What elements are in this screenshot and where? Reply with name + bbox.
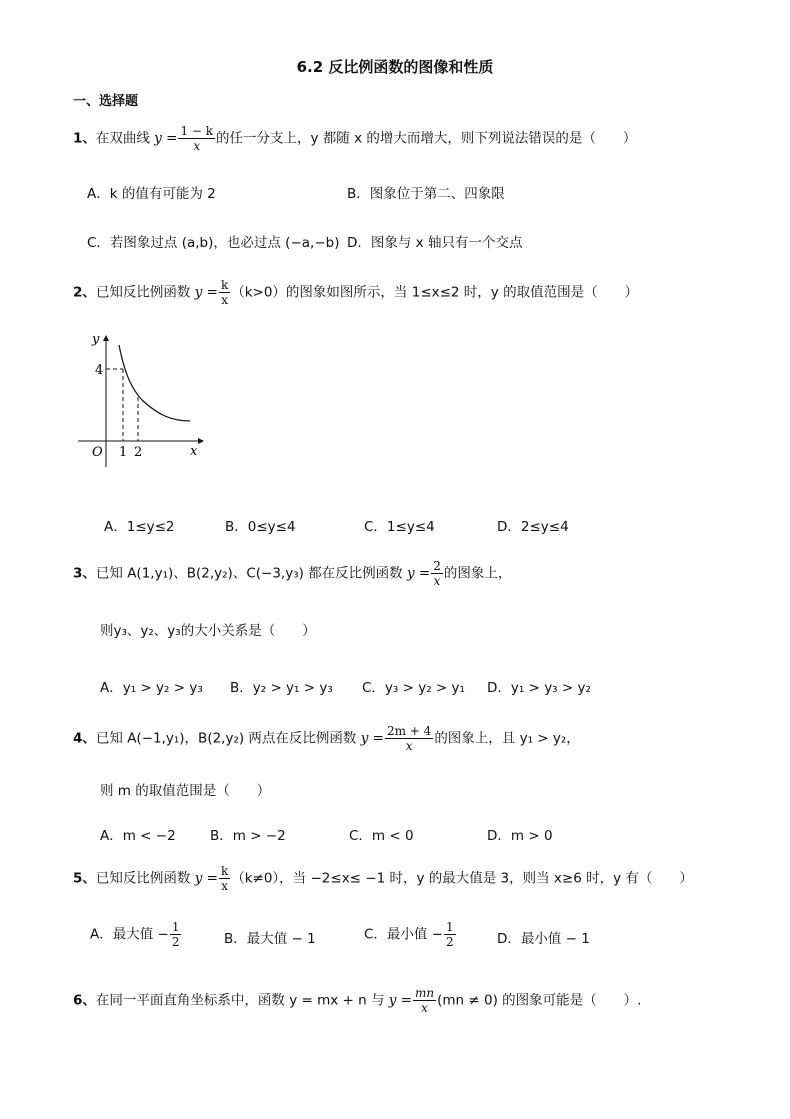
option-b[interactable]: B．0≤y≤4 (225, 519, 296, 535)
question-4 (73, 724, 580, 753)
x-tick-label-2: 2 (134, 445, 143, 460)
fraction-denominator: x (433, 574, 441, 588)
option-a[interactable]: A．1≤y≤2 (104, 519, 175, 535)
fraction (219, 864, 230, 893)
question-text: 已知反比例函数 (95, 870, 191, 887)
option-d[interactable]: D．m > 0 (487, 828, 553, 844)
question-text: 在双曲线 (95, 130, 150, 147)
fraction-denominator: x (405, 739, 413, 753)
question-text: （k≠0），当 −2≤x≤ −1 时，y 的最大值是 3，则当 x≥6 时，y 有（ ） (231, 870, 693, 887)
question-4-line-2: 则 m 的取值范围是（ ） (100, 783, 271, 799)
origin-label: O (92, 445, 103, 460)
fraction-numerator: 2 (433, 559, 441, 573)
option-b[interactable]: B．最大值 − 1 (224, 931, 316, 947)
fraction-denominator: x (221, 879, 228, 893)
fraction-denominator: x (193, 139, 201, 153)
question-5 (73, 864, 693, 893)
fraction-numerator: 1 (446, 920, 454, 934)
fraction-denominator: 2 (446, 935, 454, 949)
fraction-numerator: 2m + 4 (386, 724, 432, 738)
option-b[interactable]: B．m > −2 (210, 828, 286, 844)
option-d[interactable]: D．y₁ > y₃ > y₂ (487, 680, 591, 696)
fraction (431, 559, 443, 588)
question-text: 已知 A(−1,y₁)，B(2,y₂) 两点在反比例函数 (95, 730, 357, 747)
fraction-numerator: k (220, 278, 229, 292)
fraction-denominator: 2 (171, 935, 180, 949)
question-text: （k>0）的图象如图所示，当 1≤x≤2 时，y 的取值范围是（ ） (231, 284, 639, 301)
question-3 (73, 559, 511, 588)
fraction-numerator: k (220, 864, 229, 878)
question-text: (mn ≠ 0) 的图象可能是（ ）. (437, 992, 642, 1009)
fraction (413, 986, 436, 1015)
equation-lhs: y = (360, 730, 384, 747)
fraction (178, 124, 215, 153)
option-d[interactable]: D．图象与 x 轴只有一个交点 (347, 235, 523, 251)
fraction-numerator: mn (415, 986, 435, 1000)
y-axis-label: y (92, 332, 100, 347)
option-c[interactable]: C．1≤y≤4 (364, 519, 435, 535)
fraction (385, 724, 433, 753)
equation-lhs: y = (194, 284, 218, 301)
question-number: 6、 (73, 992, 96, 1009)
option-c[interactable] (364, 920, 457, 949)
question-number: 5、 (73, 870, 96, 887)
question-text: 的图象上， (443, 565, 512, 582)
fraction-numerator: 1 (171, 920, 180, 934)
question-text: 在同一平面直角坐标系中，函数 y = mx + n 与 (95, 992, 385, 1009)
section-heading: 一、选择题 (73, 94, 139, 109)
fraction-denominator: x (221, 293, 228, 307)
page-title: 6.2 反比例函数的图像和性质 (296, 58, 494, 76)
equation-lhs: y = (194, 870, 218, 887)
equation-lhs: y = (154, 130, 178, 147)
question-text: 已知反比例函数 (95, 284, 191, 301)
option-b[interactable]: B．图象位于第二、四象限 (347, 186, 505, 202)
fraction (444, 920, 456, 949)
equation-lhs: y = (388, 992, 412, 1009)
question-number: 4、 (73, 730, 96, 747)
question-number: 1、 (73, 130, 96, 147)
question-2 (73, 278, 638, 307)
option-c-label: C．最小值 − (364, 926, 444, 943)
question-3-line-2: 则y₃、y₂、y₃的大小关系是（ ） (100, 623, 316, 639)
fraction (170, 920, 182, 949)
question-text: 已知 A(1,y₁)、B(2,y₂)、C(−3,y₃) 都在反比例函数 (95, 565, 403, 582)
option-a-label: A．最大值 − (90, 926, 169, 943)
y-axis-arrow-icon (103, 335, 109, 341)
option-c[interactable]: C．m < 0 (349, 828, 414, 844)
question-number: 2、 (73, 284, 96, 301)
question-6 (73, 986, 641, 1015)
option-a[interactable]: A．m < −2 (100, 828, 176, 844)
fraction (219, 278, 230, 307)
option-a[interactable]: A．k 的值有可能为 2 (87, 186, 216, 202)
x-axis-label: x (190, 444, 198, 459)
question-number: 3、 (73, 565, 96, 582)
option-b[interactable]: B．y₂ > y₁ > y₃ (230, 680, 333, 696)
hyperbola-curve (119, 345, 190, 421)
option-a[interactable]: A．y₁ > y₂ > y₃ (100, 680, 203, 696)
option-a[interactable] (90, 920, 182, 949)
question-text: 的图象上，且 y₁ > y₂， (434, 730, 580, 747)
question-1 (73, 124, 636, 153)
x-tick-label-1: 1 (119, 445, 128, 460)
y-tick-label: 4 (95, 363, 104, 378)
fraction-numerator: 1 − k (180, 124, 214, 138)
option-c[interactable]: C．y₃ > y₂ > y₁ (362, 680, 465, 696)
x-axis-arrow-icon (198, 438, 204, 444)
hyperbola-graph (72, 325, 212, 470)
option-d[interactable]: D．最小值 − 1 (497, 931, 590, 947)
question-text: 的任一分支上，y 都随 x 的增大而增大，则下列说法错误的是（ ） (216, 130, 637, 147)
option-c[interactable]: C．若图象过点 (a,b)，也必过点 (−a,−b) (87, 235, 340, 251)
fraction-denominator: x (421, 1001, 428, 1015)
option-d[interactable]: D．2≤y≤4 (497, 519, 569, 535)
equation-lhs: y = (406, 565, 431, 582)
